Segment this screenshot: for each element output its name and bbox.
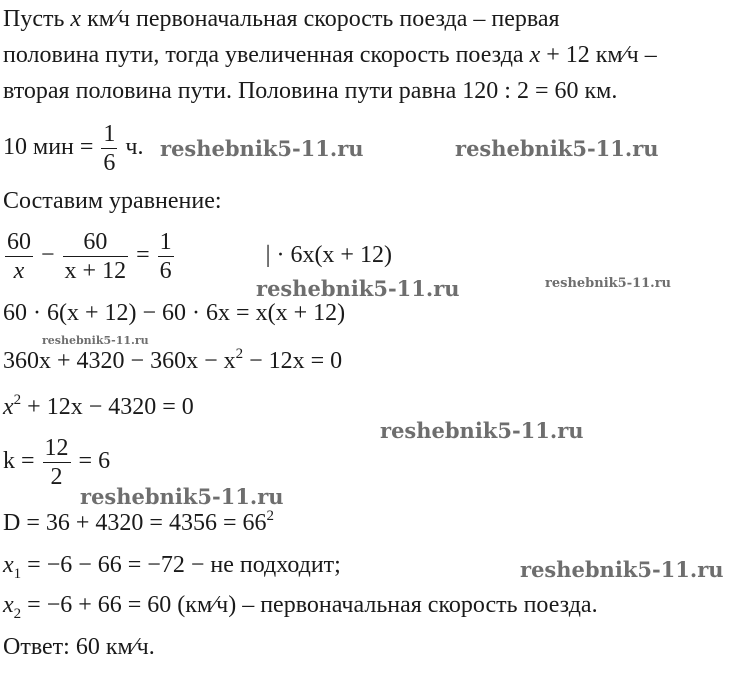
watermark-text: reshebnik5-11.ru <box>42 334 149 347</box>
time-conversion: 10 мин = $\frac{1}{6}$ ч. <box>3 121 144 176</box>
answer: Ответ: 60 км⁄ч. <box>3 634 155 660</box>
intro-line-2: половина пути, тогда увеличенная скорость поезда x + 12 км⁄ч – <box>3 42 657 68</box>
equation-line-3: $360x + 4320 - 360x - x^2 - 12x = 0$ <box>3 346 343 374</box>
watermark-text: reshebnik5-11.ru <box>545 276 672 291</box>
multiplier-note: | · 6x(x + 12) <box>265 242 392 269</box>
equation-fractions: $\frac{60}{x}$ − $\frac{60}{x + 12}$ = $\frac{1}{6}$ | · 6x(x + 12) <box>7 229 392 284</box>
watermark-text: reshebnik5-11.ru <box>455 136 659 161</box>
equation-discriminant: $D = 36 + 4320 = 4356 = 66^2$ <box>3 508 274 536</box>
watermark-text: reshebnik5-11.ru <box>520 557 724 582</box>
watermark-text: reshebnik5-11.ru <box>160 136 364 161</box>
equation-line-4: $x^2 + 12x - 4320 = 0$ <box>3 392 194 420</box>
equation-k: k = $\frac{12}{2}$ = 6 <box>3 435 111 490</box>
intro-line-3: вторая половина пути. Половина пути равна 120 : 2 = 60 км. <box>3 78 618 104</box>
compose-equation-text: Составим уравнение: <box>3 188 222 214</box>
watermark-text: reshebnik5-11.ru <box>256 276 460 301</box>
root-x1: $x_1 = -6 - 66 = -72$ − не подходит; <box>3 552 341 582</box>
fraction-one-sixth: $\frac{1}{6}$ <box>103 121 116 176</box>
intro-line-1: Пусть x км⁄ч первоначальная скорость поезда – первая <box>3 6 560 32</box>
root-x2: $x_2 = -6 + 66 = 60$ (км⁄ч) – первоначальная скорость поезда. <box>3 592 598 622</box>
watermark-text: reshebnik5-11.ru <box>380 418 584 443</box>
watermark-text: reshebnik5-11.ru <box>80 484 284 509</box>
equation-line-2: 60 · 6(x + 12) − 60 · 6x = x(x + 12) <box>3 300 346 326</box>
